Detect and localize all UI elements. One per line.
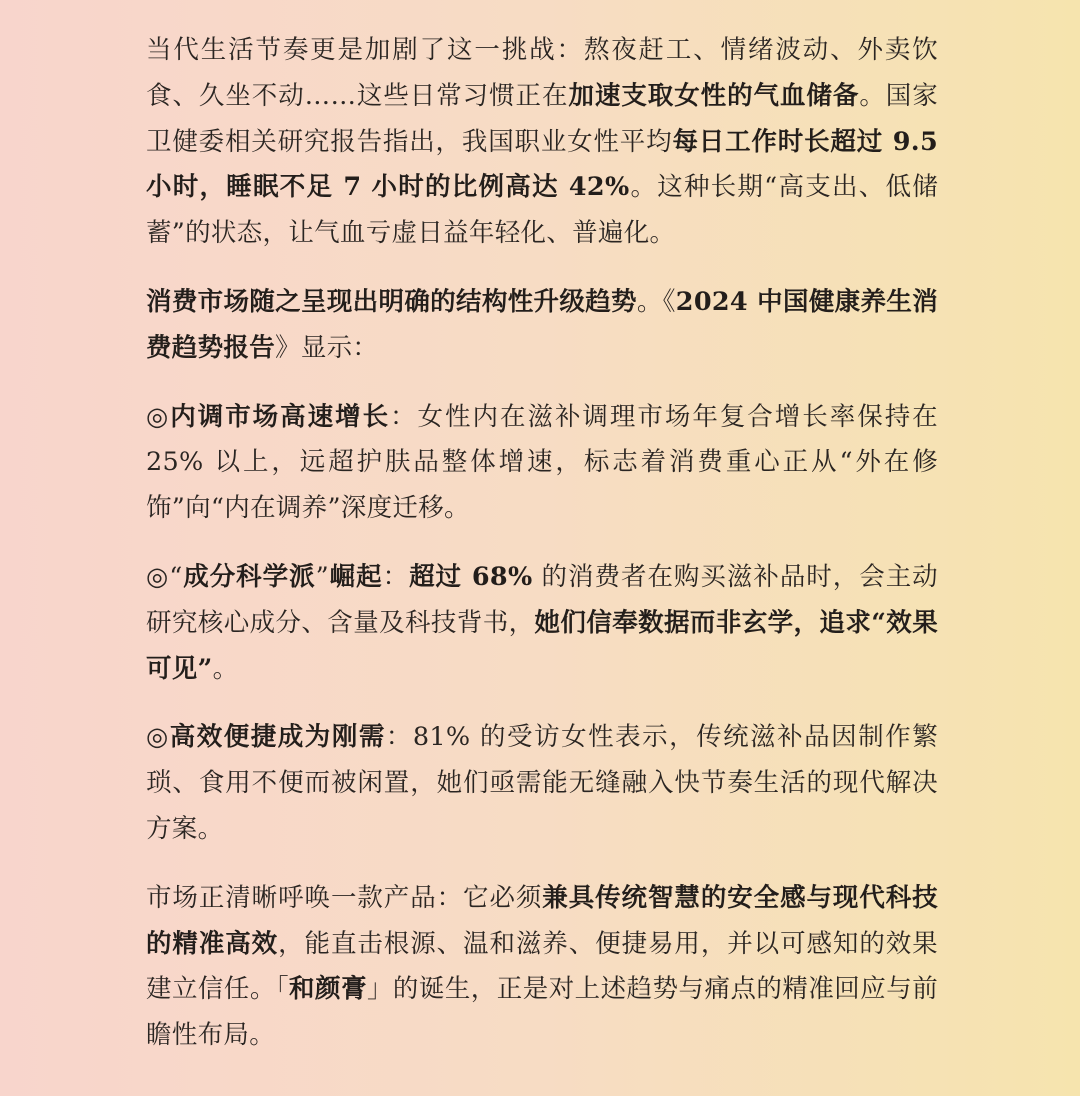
- paragraph-trend-science: [146, 555, 938, 692]
- emphasis-text: 内调市场高速增长: [170, 401, 391, 432]
- body-text: 。: [212, 653, 239, 684]
- emphasis-text: 兼具传统智慧的安全感与现代科技的精准高效: [146, 882, 938, 959]
- emphasis-text: 2024 中国健康养生消费趋势报告: [146, 286, 938, 363]
- emphasis-text: 和颜膏: [289, 974, 367, 1005]
- body-text: ◎: [146, 401, 171, 432]
- body-text: 」的诞生，正是对上述趋势与痛点的精准回应与前瞻性布局。: [146, 974, 938, 1051]
- emphasis-text: 消费市场随之呈现出明确的结构性升级趋势: [146, 286, 637, 317]
- emphasis-text: 超过 68%: [409, 561, 533, 592]
- body-text: 。《: [636, 286, 676, 317]
- body-text: ”: [315, 561, 329, 592]
- body-text: 市场正清晰呼唤一款产品：它必须: [146, 882, 543, 913]
- body-text: ◎: [146, 722, 170, 753]
- emphasis-text: 加速支取女性的气血储备: [568, 80, 860, 111]
- paragraph-market-upgrade: [146, 280, 938, 372]
- body-text: 。国家卫健委相关研究报告指出，我国职业女性平均: [146, 80, 938, 157]
- body-text: ：: [382, 561, 410, 592]
- body-text: ：81% 的受访女性表示，传统滋补品因制作繁琐、食用不便而被闲置，她们亟需能无缝融入快节奏生活的现代解决方案。: [146, 722, 938, 844]
- emphasis-text: 崛起: [328, 561, 383, 592]
- paragraph-challenge: [146, 28, 938, 257]
- body-text: 的消费者在购买滋补品时，会主动研究核心成分、含量及科技背书，: [146, 561, 938, 638]
- body-text: 。这种长期“高支出、低储蓄”的状态，让气血亏虚日益年轻化、普遍化。: [146, 172, 938, 249]
- body-text: ◎“: [146, 561, 183, 592]
- article-body: [146, 28, 938, 1082]
- paragraph-conclusion: [146, 876, 938, 1059]
- body-text: 当代生活节奏更是加剧了这一挑战：熬夜赶工、情绪波动、外卖饮食、久坐不动……这些日常习惯正在: [146, 35, 938, 111]
- body-text: 》显示：: [275, 332, 379, 363]
- emphasis-text: 成分科学派: [182, 561, 316, 592]
- body-text: ，能直击根源、温和滋养、便捷易用，并以可感知的效果建立信任。「: [146, 928, 938, 1005]
- paragraph-trend-inner: [146, 395, 938, 532]
- emphasis-text: 每日工作时长超过 9.5 小时，睡眠不足 7 小时的比例高达 42%: [146, 126, 938, 203]
- emphasis-text: 她们信奉数据而非玄学，追求“效果可见”: [146, 607, 938, 684]
- body-text: ：女性内在滋补调理市场年复合增长率保持在 25% 以上，远超护肤品整体增速，标志着消费重心正从“外在修饰”向“内在调养”深度迁移。: [146, 401, 938, 524]
- paragraph-trend-convenience: [146, 715, 938, 852]
- emphasis-text: 高效便捷成为刚需: [169, 722, 386, 753]
